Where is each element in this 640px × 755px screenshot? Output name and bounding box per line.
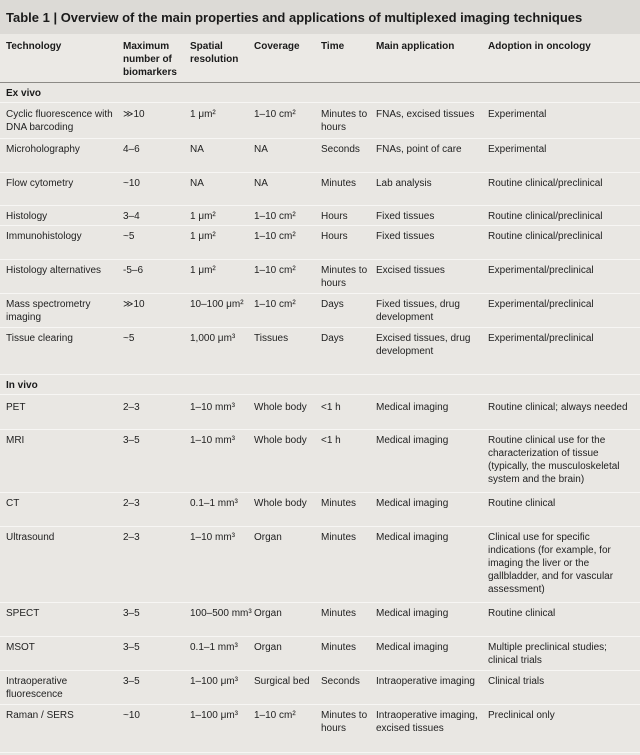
cell-adoption-oncology: Routine clinical use for the characterization of tissue (typically, the musculoskeletal system and the brain) xyxy=(488,435,620,485)
cell-technology: Raman / SERS xyxy=(6,710,74,721)
cell-coverage: Organ xyxy=(254,532,282,543)
cell-technology: PET xyxy=(6,402,26,413)
cell-coverage: Whole body xyxy=(254,498,307,509)
row-divider xyxy=(0,293,640,294)
cell-spatial-resolution: 1–100 μm³ xyxy=(190,676,239,687)
row-divider xyxy=(0,205,640,206)
cell-adoption-oncology: Routine clinical; always needed xyxy=(488,402,628,413)
cell-adoption-oncology: Experimental xyxy=(488,109,547,120)
cell-main-application: Medical imaging xyxy=(376,402,449,413)
cell-technology: SPECT xyxy=(6,608,40,619)
cell-max-biomarkers: 4–6 xyxy=(123,144,140,155)
cell-coverage: 1–10 cm² xyxy=(254,211,296,222)
cell-main-application: Medical imaging xyxy=(376,532,449,543)
cell-time: Days xyxy=(321,333,344,344)
cell-adoption-oncology: Clinical trials xyxy=(488,676,545,687)
row-divider xyxy=(0,138,640,139)
table-title: Table 1 | Overview of the main properties and applications of multiplexed imaging techniques xyxy=(6,10,583,25)
row-divider xyxy=(0,374,640,375)
row-divider xyxy=(0,429,640,430)
cell-spatial-resolution: 1–10 mm³ xyxy=(190,532,236,543)
header-technology: Technology xyxy=(6,41,62,52)
cell-coverage: Whole body xyxy=(254,402,307,413)
cell-max-biomarkers: ~5 xyxy=(123,231,135,242)
cell-spatial-resolution: NA xyxy=(190,144,204,155)
cell-coverage: NA xyxy=(254,178,268,189)
cell-coverage: Organ xyxy=(254,642,282,653)
header-max-biomarkers: Maximum number of biomarkers xyxy=(123,41,177,78)
cell-main-application: FNAs, point of care xyxy=(376,144,462,155)
cell-adoption-oncology: Routine clinical xyxy=(488,608,556,619)
cell-main-application: Medical imaging xyxy=(376,608,449,619)
header-coverage: Coverage xyxy=(254,41,300,52)
row-divider xyxy=(0,602,640,603)
cell-max-biomarkers: 3–5 xyxy=(123,642,140,653)
cell-max-biomarkers: 2–3 xyxy=(123,402,140,413)
cell-max-biomarkers: ~10 xyxy=(123,710,140,721)
row-divider xyxy=(0,526,640,527)
cell-time: Minutes xyxy=(321,498,357,509)
cell-technology: MSOT xyxy=(6,642,35,653)
cell-technology: Flow cytometry xyxy=(6,178,74,189)
cell-spatial-resolution: 1 μm² xyxy=(190,231,216,242)
cell-technology: Cyclic fluorescence with DNA barcoding xyxy=(6,109,113,133)
cell-main-application: Medical imaging xyxy=(376,435,449,446)
cell-main-application: Intraoperative imaging xyxy=(376,676,475,687)
row-divider xyxy=(0,670,640,671)
cell-spatial-resolution: 1–100 μm³ xyxy=(190,710,239,721)
row-divider xyxy=(0,492,640,493)
cell-time: Minutes xyxy=(321,608,357,619)
row-divider xyxy=(0,752,640,753)
cell-spatial-resolution: 10–100 μm² xyxy=(190,299,244,310)
cell-main-application: Fixed tissues, drug development xyxy=(376,299,460,323)
cell-adoption-oncology: Preclinical only xyxy=(488,710,555,721)
cell-technology: Histology alternatives xyxy=(6,265,102,276)
cell-spatial-resolution: 0.1–1 mm³ xyxy=(190,642,238,653)
row-divider xyxy=(0,704,640,705)
cell-adoption-oncology: Experimental/preclinical xyxy=(488,333,594,344)
cell-max-biomarkers: 2–3 xyxy=(123,498,140,509)
cell-spatial-resolution: 1–10 mm³ xyxy=(190,402,236,413)
cell-technology: CT xyxy=(6,498,20,509)
cell-technology: Mass spectrometry imaging xyxy=(6,299,91,323)
cell-main-application: Excised tissues, drug development xyxy=(376,333,471,357)
row-divider xyxy=(0,172,640,173)
row-divider xyxy=(0,327,640,328)
header-main-application: Main application xyxy=(376,41,455,52)
row-divider xyxy=(0,82,640,83)
cell-coverage: Surgical bed xyxy=(254,676,310,687)
cell-max-biomarkers: ≫10 xyxy=(123,109,145,120)
cell-spatial-resolution: 1 μm² xyxy=(190,109,216,120)
header-adoption-oncology: Adoption in oncology xyxy=(488,41,591,52)
cell-time: Minutes to hours xyxy=(321,265,368,289)
cell-time: Hours xyxy=(321,211,348,222)
cell-coverage: 1–10 cm² xyxy=(254,231,296,242)
cell-spatial-resolution: 100–500 mm³ xyxy=(190,608,252,619)
cell-adoption-oncology: Experimental xyxy=(488,144,547,155)
cell-technology: Microholography xyxy=(6,144,80,155)
cell-technology: Ultrasound xyxy=(6,532,55,543)
cell-max-biomarkers: ~5 xyxy=(123,333,135,344)
cell-time: Days xyxy=(321,299,344,310)
row-divider xyxy=(0,102,640,103)
cell-coverage: 1–10 cm² xyxy=(254,265,296,276)
cell-max-biomarkers: 3–4 xyxy=(123,211,140,222)
cell-adoption-oncology: Experimental/preclinical xyxy=(488,299,594,310)
cell-main-application: Excised tissues xyxy=(376,265,445,276)
cell-adoption-oncology: Routine clinical xyxy=(488,498,556,509)
cell-time: Seconds xyxy=(321,676,360,687)
cell-spatial-resolution: NA xyxy=(190,178,204,189)
cell-max-biomarkers: 3–5 xyxy=(123,608,140,619)
cell-max-biomarkers: 3–5 xyxy=(123,435,140,446)
cell-coverage: Organ xyxy=(254,608,282,619)
row-divider xyxy=(0,636,640,637)
cell-time: Minutes xyxy=(321,178,357,189)
cell-main-application: Medical imaging xyxy=(376,498,449,509)
cell-main-application: Fixed tissues xyxy=(376,231,435,242)
cell-main-application: FNAs, excised tissues xyxy=(376,109,475,120)
cell-max-biomarkers: ≫10 xyxy=(123,299,145,310)
cell-adoption-oncology: Routine clinical/preclinical xyxy=(488,178,603,189)
cell-time: Minutes xyxy=(321,532,357,543)
row-divider xyxy=(0,225,640,226)
cell-adoption-oncology: Experimental/preclinical xyxy=(488,265,594,276)
row-divider xyxy=(0,394,640,395)
cell-technology: Tissue clearing xyxy=(6,333,73,344)
cell-spatial-resolution: 1,000 μm³ xyxy=(190,333,236,344)
cell-max-biomarkers: -5–6 xyxy=(123,265,144,276)
cell-technology: Immunohistology xyxy=(6,231,82,242)
cell-spatial-resolution: 1 μm² xyxy=(190,265,216,276)
header-time: Time xyxy=(321,41,345,52)
cell-time: <1 h xyxy=(321,435,341,446)
cell-adoption-oncology: Clinical use for specific indications (for example, for imaging the liver or the gallbladder, and for vascular assessment) xyxy=(488,532,614,595)
cell-time: Seconds xyxy=(321,144,360,155)
cell-coverage: 1–10 cm² xyxy=(254,710,296,721)
cell-technology: MRI xyxy=(6,435,25,446)
cell-time: Minutes to hours xyxy=(321,109,368,133)
cell-coverage: Tissues xyxy=(254,333,289,344)
cell-coverage: 1–10 cm² xyxy=(254,299,296,310)
cell-technology: Histology xyxy=(6,211,48,222)
cell-adoption-oncology: Routine clinical/preclinical xyxy=(488,231,603,242)
cell-max-biomarkers: 2–3 xyxy=(123,532,140,543)
cell-technology: Intraoperative fluorescence xyxy=(6,676,68,700)
cell-time: Minutes xyxy=(321,642,357,653)
cell-coverage: Whole body xyxy=(254,435,307,446)
section-label: In vivo xyxy=(6,380,38,391)
cell-spatial-resolution: 0.1–1 mm³ xyxy=(190,498,238,509)
cell-max-biomarkers: 3–5 xyxy=(123,676,140,687)
cell-adoption-oncology: Routine clinical/preclinical xyxy=(488,211,603,222)
cell-main-application: Intraoperative imaging, excised tissues xyxy=(376,710,478,734)
cell-time: Hours xyxy=(321,231,348,242)
cell-main-application: Lab analysis xyxy=(376,178,432,189)
cell-coverage: 1–10 cm² xyxy=(254,109,296,120)
header-spatial-resolution: Spatial resolution xyxy=(190,41,239,65)
section-label: Ex vivo xyxy=(6,88,42,99)
cell-main-application: Fixed tissues xyxy=(376,211,435,222)
cell-adoption-oncology: Multiple preclinical studies; clinical trials xyxy=(488,642,607,666)
cell-spatial-resolution: 1 μm² xyxy=(190,211,216,222)
row-divider xyxy=(0,259,640,260)
cell-max-biomarkers: ~10 xyxy=(123,178,140,189)
cell-time: Minutes to hours xyxy=(321,710,368,734)
cell-time: <1 h xyxy=(321,402,341,413)
cell-main-application: Medical imaging xyxy=(376,642,449,653)
cell-coverage: NA xyxy=(254,144,268,155)
cell-spatial-resolution: 1–10 mm³ xyxy=(190,435,236,446)
